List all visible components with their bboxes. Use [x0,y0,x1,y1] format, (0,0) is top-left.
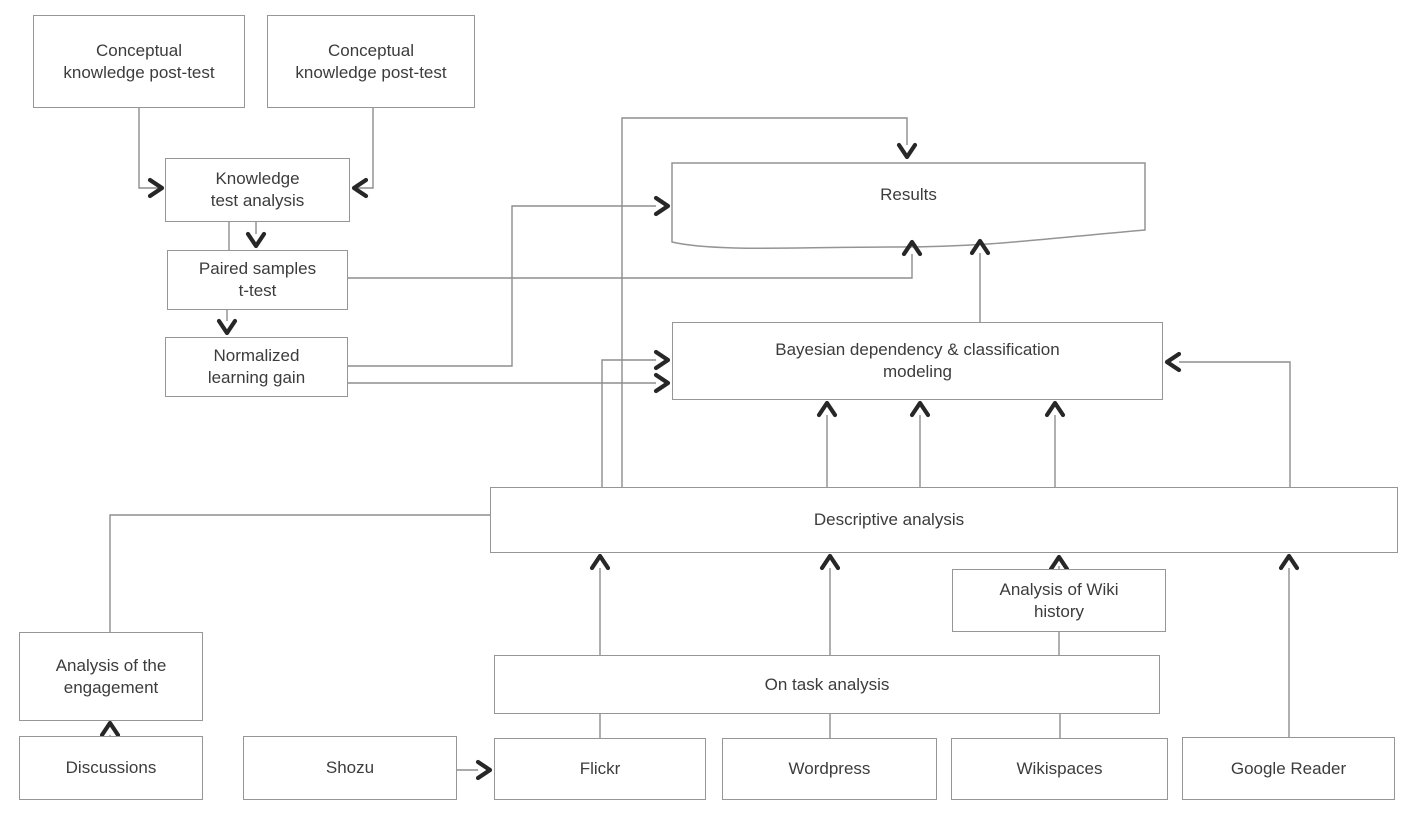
node-normalized-learning-gain [165,337,348,397]
node-analysis-of-engagement [19,632,203,721]
node-bayesian-modeling-label: Bayesian dependency & classification modeling [775,340,1060,381]
node-flickr [494,738,706,800]
node-analysis-of-wiki-history [952,569,1166,632]
edge-engagement-to-descriptive [110,515,490,632]
node-knowledge-test-analysis-label: Knowledge test analysis [210,169,305,210]
node-knowledge-test-analysis [165,158,350,222]
edge-shozu-to-flickr [457,762,490,778]
edge-conceptual-right-to-knowledge [354,108,373,196]
node-shozu-label: Shozu [325,758,375,778]
edge-conceptual-left-to-knowledge [139,108,162,196]
edge-wikihistory-to-descriptive [1051,557,1067,569]
edge-descriptive-to-bayesian-left [602,352,668,487]
edge-googlereader-to-descriptive [1281,556,1297,737]
node-on-task-analysis-label: On task analysis [764,674,890,694]
node-wikispaces [951,738,1168,800]
node-conceptual-post-test-left-label: Conceptual knowledge post-test [63,40,215,82]
node-google-reader-label: Google Reader [1230,758,1347,778]
edge-normalized-to-results [348,198,668,366]
edge-descriptive-to-bayesian-bottom-3 [1047,403,1063,487]
node-conceptual-post-test-left [33,15,245,108]
node-descriptive-analysis-label: Descriptive analysis [813,510,965,530]
edge-bayesian-to-results [972,241,988,322]
edge-ontask-to-descriptive-1 [592,556,608,655]
edge-paired-to-normalized [219,310,235,333]
node-paired-samples-t-test-label: Paired samples t-test [198,259,317,300]
edge-discussions-to-engagement [102,723,118,736]
node-discussions-label: Discussions [65,758,157,778]
node-wikispaces-label: Wikispaces [1016,759,1103,779]
edge-descriptive-to-bayesian-right [1167,354,1290,487]
edge-knowledge-to-paired [229,222,264,250]
node-conceptual-post-test-right-label: Conceptual knowledge post-test [295,40,447,82]
node-bayesian-modeling [672,322,1163,400]
node-wordpress [722,738,937,800]
node-shozu [243,736,457,800]
node-results [672,166,1145,224]
node-discussions [19,736,203,800]
node-google-reader [1182,737,1395,800]
node-descriptive-analysis [490,487,1398,553]
node-wordpress-label: Wordpress [788,759,871,779]
node-analysis-of-engagement-label: Analysis of the engagement [55,655,167,697]
edge-descriptive-to-bayesian-bottom-2 [912,403,928,487]
node-flickr-label: Flickr [579,759,621,779]
edge-ontask-to-descriptive-2 [822,556,838,655]
edge-descriptive-to-bayesian-bottom-1 [819,403,835,487]
node-analysis-of-wiki-history-label: Analysis of Wiki history [999,579,1119,621]
node-normalized-learning-gain-label: Normalized learning gain [207,346,306,387]
node-on-task-analysis [494,655,1160,714]
node-paired-samples-t-test [167,250,348,310]
edge-normalized-to-bayesian [348,375,668,391]
node-conceptual-post-test-right [267,15,475,108]
node-results-label: Results [880,185,937,205]
